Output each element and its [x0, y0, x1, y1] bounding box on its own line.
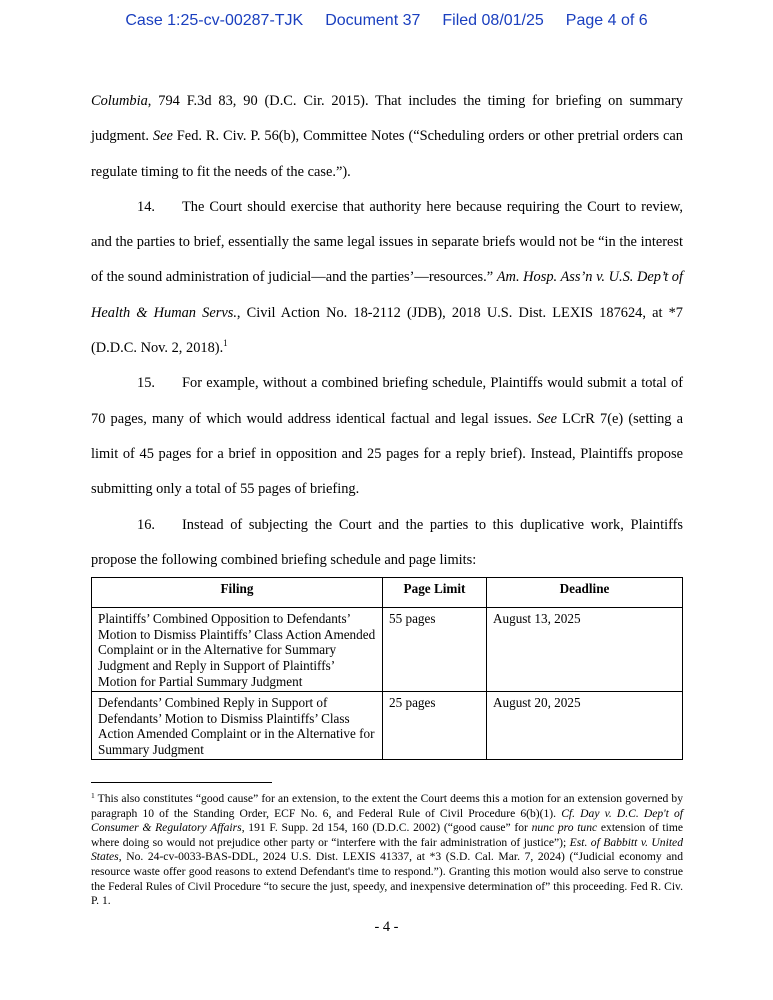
signal-see: See: [152, 128, 173, 145]
ecf-header: [0, 12, 773, 30]
table-header-row: [92, 578, 683, 608]
paragraph-number: 15.: [137, 375, 155, 392]
deadline-cell: August 13, 2025: [487, 607, 683, 691]
table-row: [92, 607, 683, 691]
document-number: Document 37: [325, 12, 421, 29]
signal-see: See: [537, 410, 557, 427]
paragraph-number: 16.: [137, 516, 155, 533]
paragraph-14: 14. The Court should exercise that authority here because requiring the Court to review, and the parties to brief, essentially the same legal issues in separate briefs would not be “in the interest of the sound administration of judicial—and the parties’—resources.” Am. Hosp. Ass’n v. U.S. Dep’t of Health & Human Servs., Civil Action No. 18-2112 (JDB), 2018 U.S. Dist. LEXIS 187624, at *7 (D.D.C. Nov. 2, 2018).$^1$: [91, 190, 683, 366]
paragraph-number: 14.: [137, 198, 155, 215]
briefing-schedule-table: [91, 577, 683, 760]
page-number: - 4 -: [374, 919, 399, 935]
page-limit-cell: 25 pages: [383, 691, 487, 759]
column-header-filing: Filing: [92, 578, 383, 608]
page-limit-cell: 55 pages: [383, 607, 487, 691]
footnote-reference[interactable]: 1: [223, 338, 228, 349]
filed-date: Filed 08/01/25: [442, 12, 544, 29]
footnote-divider: [91, 782, 272, 783]
paragraph-continued: Columbia, 794 F.3d 83, 90 (D.C. Cir. 2015). That includes the timing for briefing on summary judgment. See Fed. R. Civ. P. 56(b), Committee Notes (“Scheduling orders or other pretrial orders can regulate timing to fit the needs of the case.”).: [91, 93, 683, 180]
body-text: [91, 84, 683, 578]
filing-cell: Plaintiffs’ Combined Opposition to Defendants’ Motion to Dismiss Plaintiffs’ Class Action Amended Complaint or in the Alternative for Summary Judgment and Reply in Support of Plaintiffs’ Motion for Partial Summary Judgment: [92, 607, 383, 691]
footnote-marker: 1: [91, 791, 95, 800]
deadline-cell: August 20, 2025: [487, 691, 683, 759]
footnote-1: $^1$ This also constitutes “good cause” for an extension, to the extent the Court deems this a motion for an extension governed by paragraph 10 of the Standing Order, ECF No. 6, and Federal Rule of Civil Procedure 6(b)(1). Cf. Day v. D.C. Dep't of Consumer & Regulatory Affairs, 191 F. Supp. 2d 154, 160 (D.D.C. 2002) (“good cause” for nunc pro tunc extension of time where doing so would not prejudice other party or “interfere with the fair administration of justice”); Est. of Babbitt v. United States, No. 24-cv-0033-BAS-DDL, 2024 U.S. Dist. LEXIS 41337, at *3 (S.D. Cal. Mar. 7, 2024) (“Judicial economy and resource waste offer good reasons to extend Defendant's time to respond.”). Granting this motion would also serve to construe the Federal Rules of Civil Procedure “to secure the just, speedy, and inexpensive determination of” this proceeding. Fed R. Civ. P. 1.: [91, 791, 684, 908]
table-row: [92, 691, 683, 759]
column-header-page-limit: Page Limit: [383, 578, 487, 608]
filing-cell: Defendants’ Combined Reply in Support of Defendants’ Motion to Dismiss Plaintiffs’ Class Action Amended Complaint or in the Alternative for Summary Judgment: [92, 691, 383, 759]
case-number: Case 1:25-cv-00287-TJK: [125, 12, 304, 29]
paragraph-15: 15. For example, without a combined briefing schedule, Plaintiffs would submit a total of 70 pages, many of which would address identical factual and legal issues. See LCrR 7(e) (setting a limit of 45 pages for a brief in opposition and 25 pages for a reply brief). Instead, Plaintiffs propose submitting only a total of 55 pages of briefing.: [91, 366, 683, 507]
case-citation: Am. Hosp. Ass’n v. U.S. Dep’t of Health & Human Servs.: [91, 269, 683, 321]
column-header-deadline: Deadline: [487, 578, 683, 608]
case-citation: Columbia: [91, 93, 148, 109]
page-of: Page 4 of 6: [565, 12, 648, 29]
paragraph-16: 16. Instead of subjecting the Court and the parties to this duplicative work, Plaintiffs propose the following combined briefing schedule and page limits:: [91, 508, 683, 579]
